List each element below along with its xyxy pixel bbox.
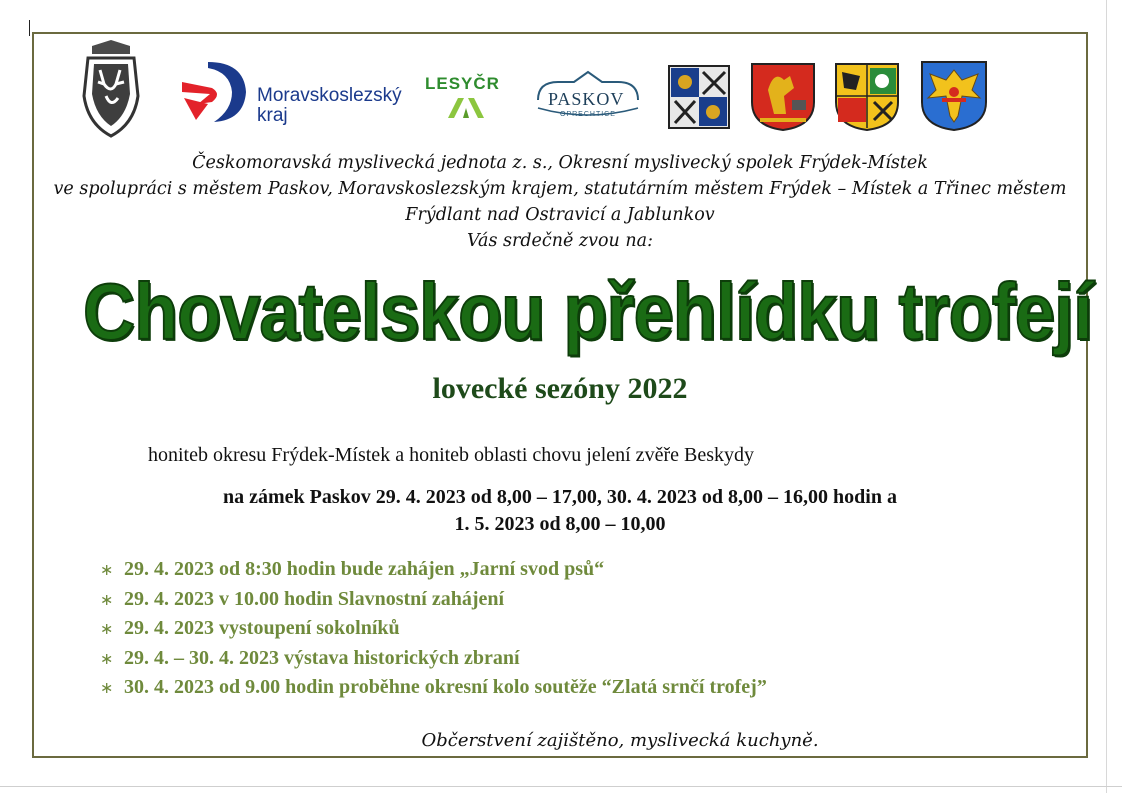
- list-item: ∗ 29. 4. 2023 od 8:30 hodin bude zahájen „Jarní svod psů“: [100, 558, 605, 580]
- hunting-association-emblem-icon: [68, 36, 154, 140]
- event-subtitle: lovecké sezóny 2022: [432, 372, 688, 405]
- venue-and-dates: [40, 484, 1080, 538]
- crest-icon: [667, 64, 731, 130]
- crest-icon: [834, 62, 900, 132]
- list-item: ∗ 29. 4. 2023 vystoupení sokolníků: [100, 617, 400, 639]
- bullet-icon: ∗: [100, 591, 114, 609]
- intro-line: Vás srdečně zvou na:: [467, 231, 653, 251]
- list-item: ∗ 29. 4. – 30. 4. 2023 výstava historických zbraní: [100, 646, 520, 669]
- list-item: ∗ 30. 4. 2023 od 9.00 hodin proběhne okresní kolo soutěže “Zlatá srnčí trofej”: [100, 676, 767, 698]
- paskov-logo-text: PASKOV: [548, 89, 625, 109]
- page-corner-mark: [29, 20, 30, 36]
- invitation-intro: [40, 150, 1080, 254]
- bullet-icon: ∗: [100, 680, 114, 697]
- event-title: Chovatelskou přehlídku trofejí: [83, 267, 1093, 356]
- moravskoslezsky-kraj-text: Moravskoslezský kraj: [257, 85, 402, 126]
- lesy-cr-logo-icon: [446, 96, 486, 120]
- page-edge: [1106, 0, 1107, 793]
- hunting-grounds-text: honiteb okresu Frýdek-Místek a honiteb oblasti chovu jelení zvěře Beskydy: [148, 444, 754, 466]
- page-edge-bottom: [0, 786, 1122, 787]
- refreshments-note: Občerstvení zajištěno, myslivecká kuchyně.: [421, 730, 819, 751]
- bullet-icon: ∗: [100, 650, 114, 668]
- crest-icon: [920, 60, 988, 132]
- venue-line: na zámek Paskov 29. 4. 2023 od 8,00 – 17,00, 30. 4. 2023 od 8,00 – 16,00 hodin a: [223, 486, 897, 508]
- venue-line: 1. 5. 2023 od 8,00 – 10,00: [454, 513, 666, 535]
- crest-icon: [750, 62, 816, 132]
- bullet-icon: ∗: [100, 562, 114, 579]
- moravskoslezsky-kraj-logo-icon: [178, 58, 250, 124]
- intro-line: Českomoravská myslivecká jednota z. s., Okresní myslivecký spolek Frýdek-Místek: [192, 153, 928, 173]
- intro-line: Frýdlant nad Ostravicí a Jablunkov: [405, 205, 715, 225]
- list-item: ∗ 29. 4. 2023 v 10.00 hodin Slavnostní zahájení: [100, 587, 505, 610]
- lesy-cr-logo-text: LESYČR: [425, 74, 500, 93]
- event-program-list: [100, 558, 767, 706]
- paskov-logo-subtext: OPRECHTICE: [560, 111, 616, 118]
- intro-line: ve spolupráci s městem Paskov, Moravskoslezským krajem, statutárním městem Frýdek – Místek a Třinec městem: [53, 179, 1067, 199]
- bullet-icon: ∗: [100, 621, 114, 638]
